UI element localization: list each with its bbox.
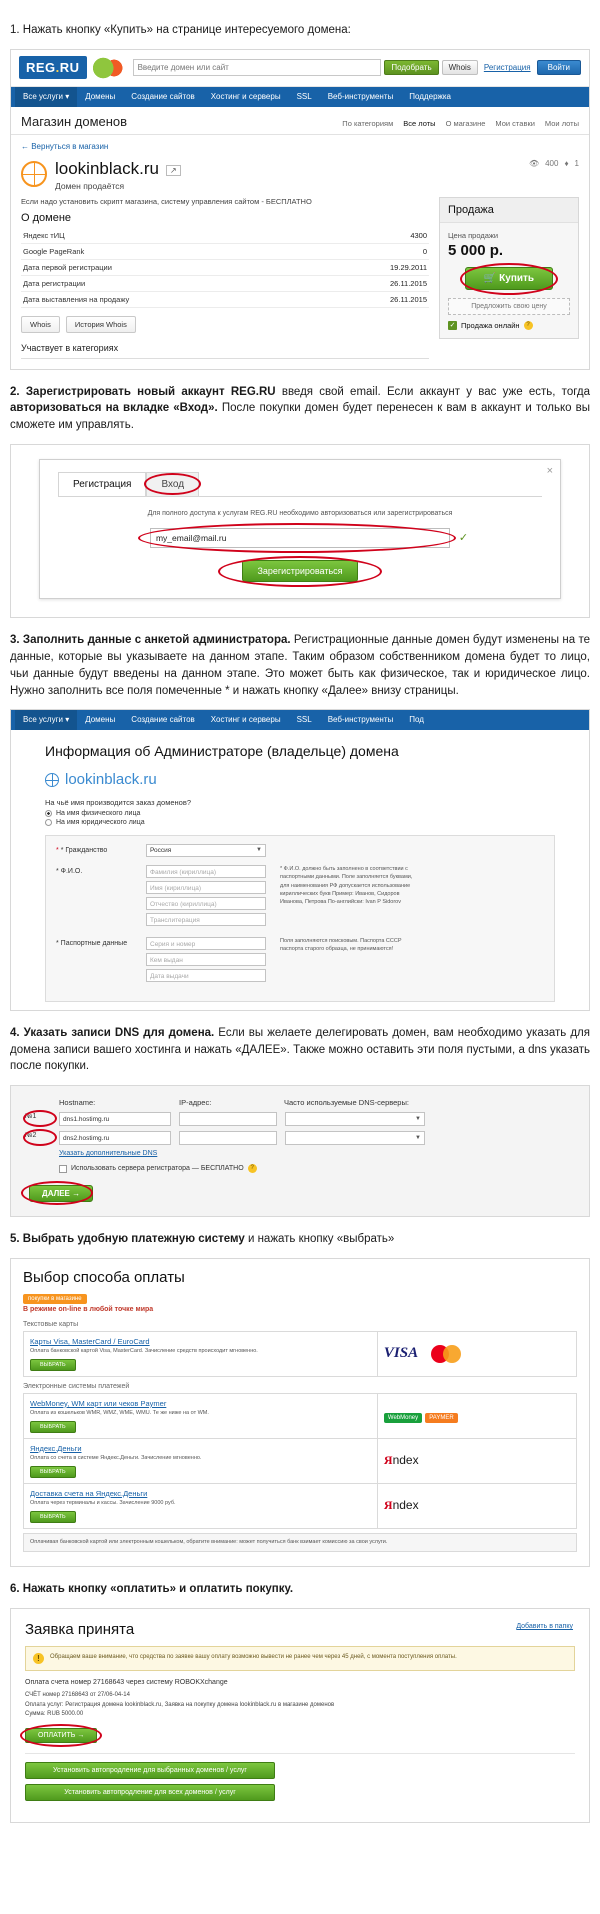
install-note: Если надо установить скрипт магазина, систему управления сайтом - БЕСПЛАТНО [21,196,312,206]
modal-note: Для полного доступа к услугам REG.RU необходимо авторизоваться или зарегистрироваться [147,509,453,517]
admin-nav-item-2[interactable]: Создание сайтов [131,715,195,725]
table-row [24,1393,577,1438]
domain-stats [529,159,579,191]
registrar-dns-checkbox-row[interactable] [25,1164,575,1173]
fio-surname-input[interactable]: Фамилия (кириллица) [146,865,266,878]
dns1-frequent-select[interactable] [285,1112,425,1126]
order-section-title: Оплата счета номер 27168643 через систему ROBOKXchange [25,1678,228,1686]
dns2-ip-input[interactable] [179,1131,277,1145]
tab-login-label: Вход [161,478,185,490]
shop-title-bar [11,107,589,135]
additional-dns-link[interactable]: Указать дополнительные DNS [59,1150,158,1158]
mastercard-icon [431,1345,461,1363]
add-to-folder-link[interactable]: Добавить в папку [516,1622,573,1630]
webmoney-icon: WebMoney [384,1413,422,1423]
payment-heading: Выбор способа оплаты [23,1268,185,1286]
chevron-down-icon: ▼ [415,1135,421,1142]
select-button[interactable]: ВЫБРАТЬ [30,1421,76,1433]
admin-form-screenshot [10,709,590,1011]
dns1-ip-input[interactable] [179,1112,277,1126]
valid-check-icon: ✓ [458,532,469,545]
citizenship-value: Россия [150,847,172,855]
dns-row-1 [25,1112,575,1126]
admin-nav-item-4[interactable]: SSL [296,715,312,725]
yandex-money-icon: Яndex [383,1498,419,1513]
table-row [21,291,429,307]
payment-table-emoney [23,1393,577,1529]
radio-physical-icon[interactable] [45,810,52,817]
pay-button[interactable]: ОПЛАТИТЬ → [25,1728,97,1743]
dns-col-ip: IP-адрес: [179,1098,212,1108]
row-value: 4300 [318,228,429,244]
dns-row-1-tag: №1 [25,1113,37,1121]
dns-row-2-tag: №2 [25,1132,37,1140]
domain-info-column [21,197,429,359]
subnav-item-1[interactable]: Все лоты [403,118,436,128]
sale-box [439,197,579,339]
fio-patronymic-input[interactable]: Отчество (кириллица) [146,897,266,910]
nav-item-4[interactable]: SSL [296,91,312,101]
dns-row-2 [25,1131,575,1145]
payment-row-logo [377,1483,576,1528]
modal-tabs [40,460,560,496]
autorenew-all-button[interactable]: Установить автопродление для всех доменов / услуг [25,1784,275,1801]
dns-column-headers [25,1098,575,1107]
fio-label: * Ф.И.О. [56,868,83,876]
help-icon[interactable]: ? [248,1164,257,1173]
step-6-bold: 6. Нажать кнопку «оплатить» и оплатить покупку. [10,1583,294,1596]
step-5-text [10,1231,590,1248]
passport-fields [146,937,266,985]
buy-button-label: Купить [499,272,535,284]
table-row [24,1438,577,1483]
passport-hint: Поля заполняются поисковым. Паспорта СССР паспорта старого образца, не принимаются! [280,938,402,953]
citizenship-select[interactable] [146,844,266,857]
main-nav [11,87,589,107]
chevron-down-icon: ▼ [256,847,262,854]
select-button[interactable]: ВЫБРАТЬ [30,1511,76,1523]
payment-row-info [24,1438,378,1483]
payment-method-name[interactable]: WebMoney, WM карт или чеков Paymer [30,1398,167,1408]
online-sale-label: Продажа онлайн [461,320,520,330]
nav-item-0[interactable]: Все услуги ▾ [15,87,77,107]
yandex-money-icon: Яndex [383,1453,419,1468]
whois-history-button[interactable]: История Whois [66,316,136,333]
auth-modal [39,459,561,600]
whois-button[interactable]: Whois [442,60,478,75]
next-button-area [25,1185,575,1202]
buy-button-area [448,267,570,290]
admin-form-panel [45,835,555,1002]
step-2-bold-c: авторизоваться на вкладке «Вход». [10,402,218,415]
whois-buttons [21,316,429,333]
fio-name-input[interactable]: Имя (кириллица) [146,881,266,894]
views-count: 400 [545,158,559,168]
order-warning-text: Обращаем ваше внимание, что средства по заявке вашу оплату возможно вывести не ранее чем через 45 дней, с момента поступления оплаты. [50,1653,457,1660]
payment-table-cards [23,1331,577,1377]
admin-nav [11,710,589,730]
email-field[interactable] [150,528,450,548]
admin-nav-item-1[interactable]: Домены [85,715,116,725]
nav-item-5[interactable]: Веб-инструменты [327,91,394,101]
admin-nav-item-5[interactable]: Веб-инструменты [327,715,394,725]
select-button[interactable]: ВЫБРАТЬ [30,1466,76,1478]
radio-legal-icon[interactable] [45,819,52,826]
citizenship-label: * * Гражданство [56,847,108,855]
order-line-0: СЧЁТ номер 27168643 от 27/06-04-14 [25,1691,130,1698]
sale-column [439,197,579,359]
step-3-bold: 3. Заполнить данные с анкетой администратора. [10,634,291,647]
passport-series-input[interactable]: Серия и номер [146,937,266,950]
order-line-1: Оплата услуг: Регистрация домена lookinblack.ru, Заявка на покупку домена lookinblack.ru в магазине доменов [25,1701,335,1708]
email-field-wrapper [150,528,469,548]
table-row [24,1331,577,1376]
table-row [21,228,429,244]
order-heading: Заявка принята [25,1620,135,1638]
row-key: Яндекс тИЦ [21,228,318,244]
step-4-bold: 4. Указать записи DNS для домена. [10,1027,215,1040]
logo-dot: . [55,60,60,76]
buy-button[interactable] [465,267,553,290]
admin-heading: Информация об Администраторе (владельце) домена [45,743,399,760]
badge-shop-purchases: покупки в магазине [23,1294,87,1304]
nav-item-1[interactable]: Домены [85,91,116,101]
payment-method-name[interactable]: Карты Visa, MasterCard / EuroCard [30,1336,150,1346]
payment-method-desc: Оплата банковской картой Visa, MasterCard. Зачисление средств происходит мгновенно. [30,1347,258,1354]
step-5-plain: и нажать кнопку «выбрать» [244,1233,395,1246]
globe-icon [21,161,47,187]
visa-icon: VISA [383,1344,419,1361]
register-submit-button[interactable]: Зарегистрироваться [242,560,357,582]
radio-physical-label: На имя физического лица [56,810,141,818]
row-value: 26.11.2015 [318,291,429,307]
row-key: Дата первой регистрации [21,259,318,275]
order-warning [25,1646,575,1671]
tab-login[interactable] [146,472,199,496]
payment-row-info [24,1393,378,1438]
warning-icon: ! [33,1653,44,1664]
price-value: 5 000 р. [448,241,504,259]
checkbox-icon[interactable] [59,1165,67,1173]
header-search [133,59,478,76]
radio-legal-label: На имя юридического лица [56,819,145,827]
step-4-plain: Если вы желаете делегировать домен, вам необходимо указать для домена записи вашего хостинга и нажать «ДАЛЕЕ». Также можно оставить эти поля пустыми, а dns указать после покупки. [10,1027,590,1073]
passport-label: * Паспортные данные [56,940,128,948]
citizenship-label-text: * Гражданство [60,847,108,855]
logo-reg: REG [26,60,56,76]
passport-date-input[interactable]: Дата выдачи [146,969,266,982]
payment-method-desc: Оплата через терминалы и кассы. Зачисление 9000 руб. [30,1499,176,1506]
step-4-text [10,1025,590,1075]
payment-method-desc: Оплата со счета в системе Яндекс.Деньги. Зачисление мгновенно. [30,1454,202,1461]
dns-col-hostname: Hostname: [59,1098,96,1108]
radio-legal-row[interactable] [11,818,589,827]
back-to-shop-link[interactable]: ← Вернуться в магазин [21,141,109,151]
step-3-plain: Регистрационные данные домен будут изменены на те данные, которые вы указываете на данном этапе. Таким образом собственником домена будет то лицо, чьи данные будут введены на данном этапе. Это может быть как физическое, так и юридическое лицо. Нужно заполнить все поля помеченные * и нажать кнопку «Далее» внизу страницы. [10,634,591,697]
autorenew-selected-button[interactable]: Установить автопродление для выбранных доменов / услуг [25,1762,275,1779]
admin-domain-name: lookinblack.ru [65,771,157,789]
login-button[interactable]: Войти [537,60,581,75]
step-2-text [10,384,590,434]
price-label: Цена продажи [448,230,499,240]
fio-hint: * Ф.И.О. должно быть заполнено в соответствии с паспортными данными. Поле заполняется буквами, для наименования РФ допускается использование кириллических букв Пример: Иванов, Сидоров Иванова, Петрова По-английски: Ivan P Sidorov [280,866,413,906]
subnav-item-4[interactable]: Мои лоты [544,118,579,128]
dns-col-frequent: Часто используемые DNS-серверы: [284,1098,409,1108]
order-accepted-screenshot [10,1608,590,1823]
table-row [24,1483,577,1528]
domain-status: Домен продаётся [55,180,125,191]
passport-issuer-input[interactable]: Кем выдан [146,953,266,966]
dns-form-screenshot [10,1085,590,1217]
fio-fields [146,865,266,929]
close-icon[interactable]: × [546,464,553,477]
row-key: Дата регистрации [21,275,318,291]
radio-physical-row[interactable] [11,809,589,818]
admin-nav-item-0[interactable]: Все услуги ▾ [15,710,77,730]
payment-method-name[interactable]: Яндекс.Деньги [30,1443,82,1453]
badge-online-anywhere: В режиме on-line в любой точке мира [23,1305,154,1313]
row-value: 0 [318,243,429,259]
step-2-plain-b: введя свой email. Если аккаунт у вас уже есть, тогда [275,385,590,398]
payment-badges [23,1294,577,1313]
chevron-down-icon: ▼ [415,1116,421,1123]
fio-translit-input[interactable]: Транслитерация [146,913,266,926]
offer-price-button[interactable]: Предложить свою цену [448,298,570,315]
check-icon: ✓ [449,321,456,329]
sale-heading: Продажа [440,198,578,223]
payment-row-logo [377,1438,576,1483]
pay-button-area [25,1728,97,1743]
citizenship-row [56,844,544,857]
step-5-bold: 5. Выбрать удобную платежную систему [10,1233,245,1246]
whois-button[interactable]: Whois [21,316,60,333]
row-key: Дата выставления на продажу [21,291,318,307]
sale-body [440,223,578,338]
payment-row-logo [377,1331,576,1376]
cart-icon: 🛒 [483,272,497,284]
help-icon[interactable]: ? [524,321,533,330]
bids-count: 1 [574,158,579,168]
shop-subnav [342,119,579,128]
admin-nav-item-6[interactable]: Под [409,715,424,725]
table-row [21,259,429,275]
auth-modal-screenshot [10,444,590,619]
regru-logo[interactable] [19,56,87,79]
select-button[interactable]: ВЫБРАТЬ [30,1359,76,1371]
payment-selection-screenshot [10,1258,590,1568]
registrar-dns-label: Использовать сервера регистратора — БЕСПЛАТНО [71,1165,244,1173]
mascot-icon [93,56,127,80]
page-title: Магазин доменов [21,113,128,129]
step-2-bold-a: 2. Зарегистрировать новый аккаунт REG.RU [10,385,276,398]
step-6-text [10,1581,590,1598]
step-3-text [10,632,590,699]
subnav-item-0[interactable]: По категориям [342,118,394,128]
subnav-item-3[interactable]: Мои ставки [495,118,535,128]
fio-row [56,865,544,929]
table-row [21,243,429,259]
payment-row-info [24,1331,378,1376]
table-row [21,275,429,291]
bids-icon: ♦ [564,158,569,168]
payment-group-cards: Текстовые карты [23,1320,79,1328]
subnav-item-2[interactable]: О магазине [445,118,486,128]
next-button[interactable]: ДАЛЕЕ → [29,1185,93,1202]
globe-icon [45,773,59,787]
search-input[interactable] [133,59,382,76]
admin-nav-item-3[interactable]: Хостинг и серверы [210,715,281,725]
about-title: О домене [21,211,72,224]
modal-body [40,497,560,599]
nav-item-6[interactable]: Поддержка [409,91,451,101]
domain-name: lookinblack.ru [55,158,159,178]
header-account [484,60,581,75]
modal-wrapper [11,445,589,618]
payment-method-name[interactable]: Доставка счета на Яндекс.Деньги [30,1488,148,1498]
nav-item-2[interactable]: Создание сайтов [131,91,195,101]
domain-card [11,155,589,191]
row-value: 26.11.2015 [318,275,429,291]
step-2-plain-d: После покупки домен будет перенесен к вам в аккаунт и только вы сможете им управлять. [10,402,590,432]
regru-domain-page-screenshot [10,49,590,370]
payment-note: Оплачивая банковской картой или электронным кошельком, обратите внимание: может получиться банк взимает комиссию за свои услуги. [23,1533,577,1553]
register-link[interactable]: Регистрация [483,63,531,73]
domain-columns [11,191,589,369]
domain-title-row [55,159,521,179]
about-table [21,228,429,308]
step-1-text: 1. Нажать кнопку «Купить» на странице интересуемого домена: [10,24,351,36]
payment-method-desc: Оплата из кошельков WMR, WMZ, WME, WMU. Те же ниже на от WM. [30,1409,209,1416]
row-value: 19.29.2011 [318,259,429,275]
autorenew-buttons [25,1753,575,1801]
modal-submit-area [58,560,542,582]
regru-header [11,50,589,87]
payment-row-info [24,1483,378,1528]
dns1-host-input[interactable]: dns1.hostimg.ru [59,1112,171,1126]
eye-icon: 👁 [528,158,540,168]
admin-question: На чьё имя производится заказ доменов? [45,798,191,808]
order-line-2: Сумма: RUB 5000.00 [25,1711,84,1718]
payment-group-emoney: Электронные системы платежей [23,1382,130,1390]
tab-register[interactable]: Регистрация [58,472,146,496]
row-key: Google PageRank [21,243,318,259]
dns2-frequent-select[interactable] [285,1131,425,1145]
dns2-host-input[interactable]: dns2.hostimg.ru [59,1131,171,1145]
nav-item-3[interactable]: Хостинг и серверы [210,91,281,101]
categories-title: Участвует в категориях [21,343,429,359]
external-link-icon[interactable]: ↗ [166,165,181,176]
payment-row-logo [377,1393,576,1438]
passport-row [56,937,544,985]
online-sale-flag [448,321,570,330]
logo-ru: RU [59,60,80,76]
paymer-icon: PAYMER [425,1413,457,1423]
search-button[interactable]: Подобрать [384,60,438,75]
admin-domain-row [11,763,589,792]
